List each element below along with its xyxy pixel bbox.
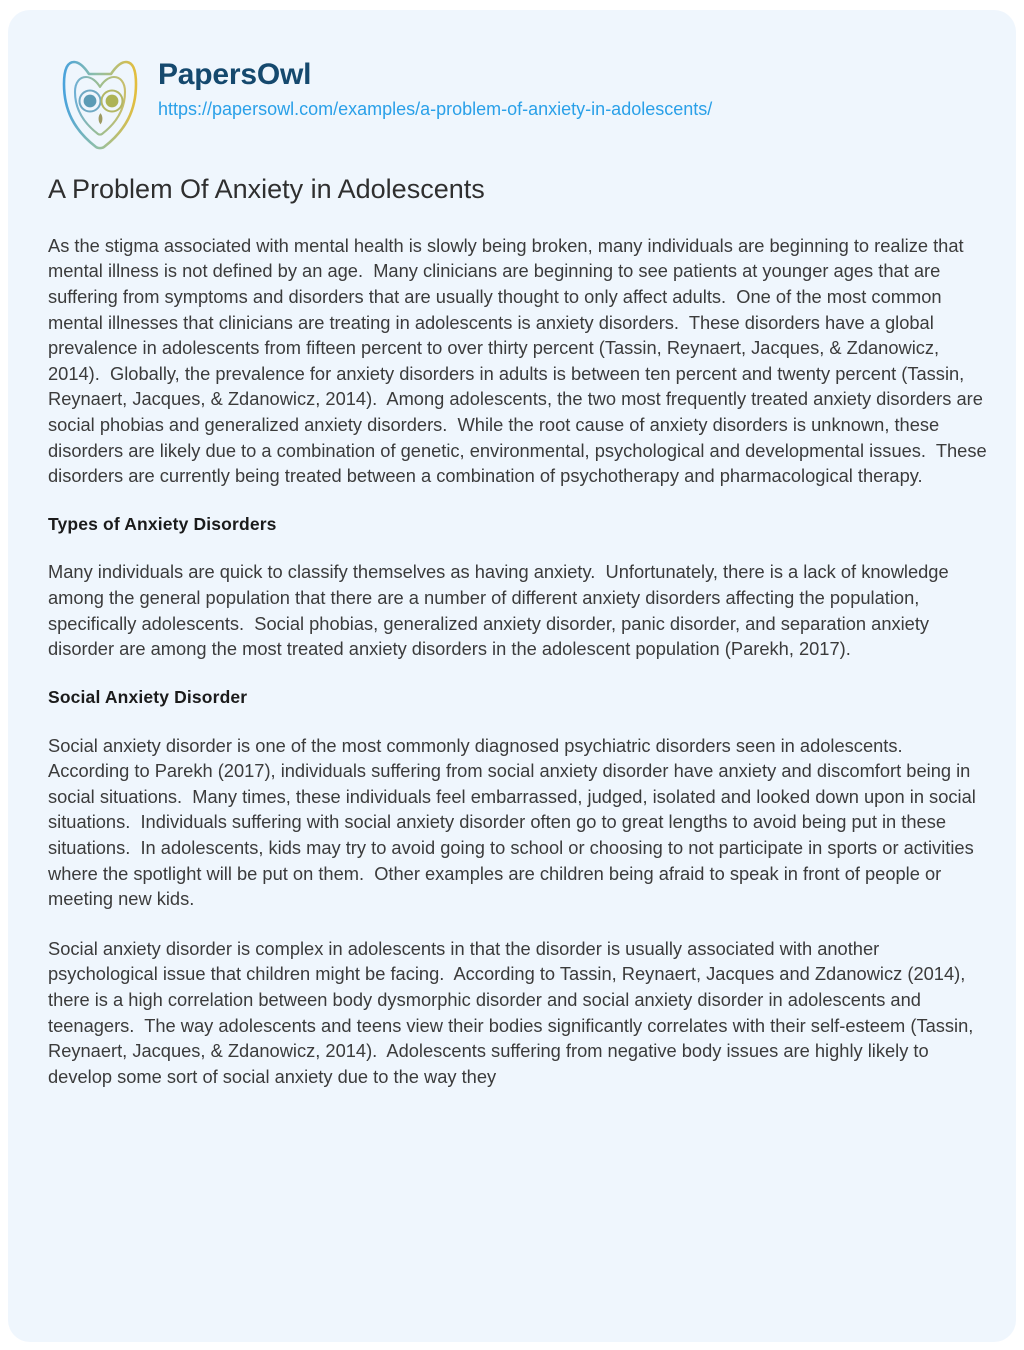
heading-types-of-anxiety-disorders: Types of Anxiety Disorders — [48, 513, 277, 534]
source-url-link[interactable]: https://papersowl.com/examples/a-problem-of-anxiety-in-adolescents/ — [158, 99, 713, 119]
document-body — [48, 173, 992, 1113]
owl-logo-icon — [52, 54, 148, 154]
site-header — [48, 52, 948, 162]
paragraph-intro: As the stigma associated with mental health is slowly being broken, many individuals are beginning to realize that mental illness is not defined by an age. Many clinicians are beginning to see patients at younger ages that are suffering from symptoms and disorders that are usually thought to only affect adults. One of the most common mental illnesses that clinicians are treating in adolescents is anxiety disorders. These disorders have a global prevalence in adolescents from fifteen percent to over thirty percent (Tassin, Reynaert, Jacques, & Zdanowicz, 2014). Globally, the prevalence for anxiety disorders in adults is between ten percent and twenty percent (Tassin, Reynaert, Jacques, & Zdanowicz, 2014). Among adolescents, the two most frequently treated anxiety disorders are social phobias and generalized anxiety disorders. While the root cause of anxiety disorders is unknown, these disorders are likely due to a combination of genetic, environmental, psychological and developmental issues. These disorders are currently being treated between a combination of psychotherapy and pharmacological therapy. — [48, 234, 992, 487]
page-title: A Problem Of Anxiety in Adolescents — [48, 174, 485, 204]
paragraph-social-anxiety-disorder-2: Social anxiety disorder is complex in adolescents in that the disorder is usually associated with another psychological issue that children might be facing. According to Tassin, Reynaert, Jacques and Zdanowicz (2014), there is a high correlation between body dysmorphic disorder and social anxiety disorder in adolescents and teenagers. The way adolescents and teens view their bodies significantly correlates with their self-esteem (Tassin, Reynaert, Jacques, & Zdanowicz, 2014). Adolescents suffering from negative body issues are highly likely to develop some sort of social anxiety due to the way they — [48, 937, 979, 1087]
brand-block — [158, 58, 712, 121]
brand-name: PapersOwl — [158, 58, 312, 91]
paragraph-social-anxiety-disorder-1: Social anxiety disorder is one of the most commonly diagnosed psychiatric disorders seen in adolescents. According to Parekh (2017), individuals suffering from social anxiety disorder have anxiety and discomfort being in social situations. Many times, these individuals feel embarrassed, judged, isolated and looked down upon in social situations. Individuals suffering with social anxiety disorder often go to great lengths to avoid being put in these situations. In adolescents, kids may try to avoid going to school or choosing to not participate in sports or activities where the spotlight will be put on them. Other examples are children being afraid to speak in front of people or meeting new kids. — [48, 734, 981, 910]
paragraph-types-of-anxiety-disorders: Many individuals are quick to classify themselves as having anxiety. Unfortunately, there is a lack of knowledge among the general population that there are a number of different anxiety disorders affecting the population, specifically adolescents. Social phobias, generalized anxiety disorder, panic disorder, and separation anxiety disorder are among the most treated anxiety disorders in the adolescent population (Parekh, 2017). — [48, 561, 954, 660]
document-page-card — [8, 10, 1016, 1342]
heading-social-anxiety-disorder: Social Anxiety Disorder — [48, 686, 248, 707]
